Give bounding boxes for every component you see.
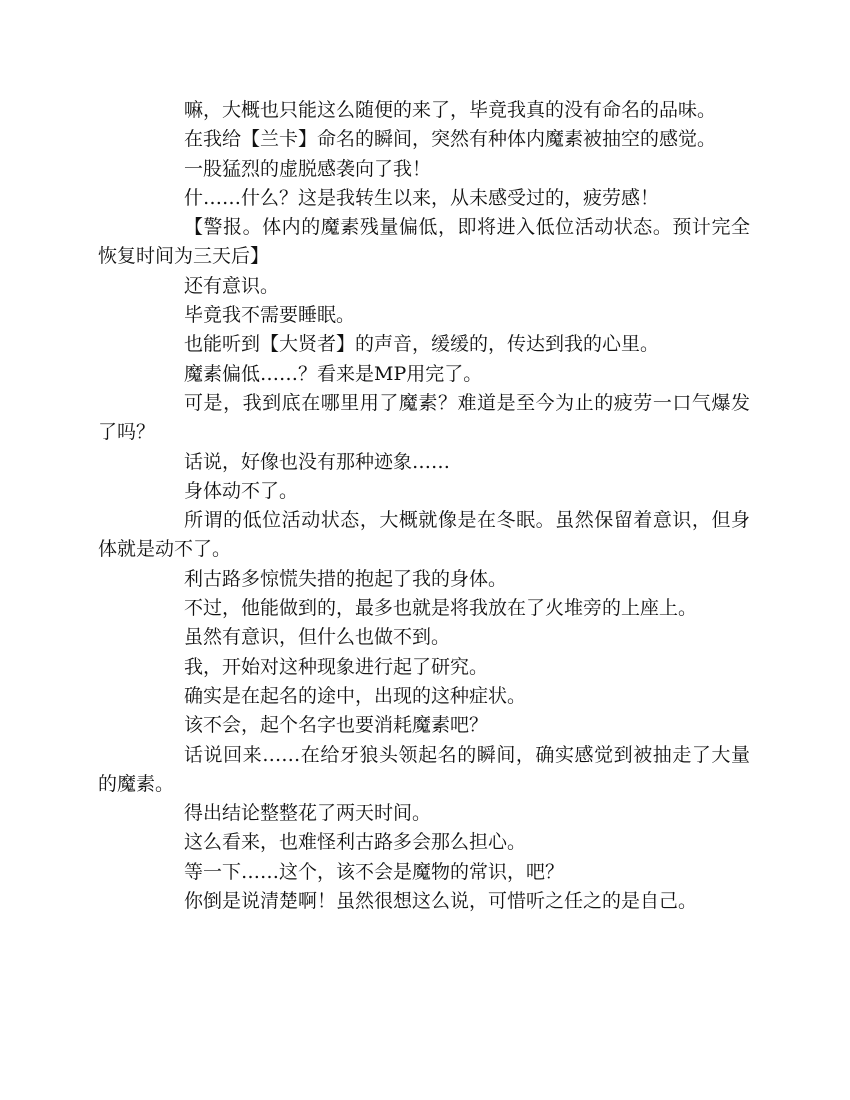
paragraph: 话说回来……在给牙狼头领起名的瞬间，确实感觉到被抽走了大量的魔素。	[98, 743, 750, 795]
paragraph: 在我给【兰卡】命名的瞬间，突然有种体内魔素被抽空的感觉。	[184, 128, 717, 151]
paragraph: 可是，我到底在哪里用了魔素？难道是至今为止的疲劳一口气爆发了吗？	[98, 391, 750, 444]
paragraph: 该不会，起个名字也要消耗魔素吧？	[184, 714, 489, 737]
paragraph: 等一下……这个，该不会是魔物的常识，吧？	[184, 860, 565, 883]
paragraph: 确实是在起名的途中，出现的这种症状。	[184, 684, 527, 707]
paragraph: 一股猛烈的虚脱感袭向了我！	[184, 157, 432, 180]
paragraph: 也能听到【大贤者】的声音，缓缓的，传达到我的心里。	[184, 333, 660, 356]
document-page	[98, 96, 750, 916]
paragraph: 【警报。体内的魔素残量偏低，即将进入低位活动状态。预计完全恢复时间为三天后】	[98, 216, 750, 268]
paragraph: 魔素偏低……？看来是MP用完了。	[184, 362, 483, 385]
paragraph: 嘛，大概也只能这么随便的来了，毕竟我真的没有命名的品味。	[184, 99, 717, 121]
paragraph: 毕竟我不需要睡眠。	[184, 304, 356, 327]
paragraph: 不过，他能做到的，最多也就是将我放在了火堆旁的上座上。	[184, 597, 698, 620]
paragraph: 虽然有意识，但什么也做不到。	[184, 626, 451, 649]
paragraph: 得出结论整整花了两天时间。	[184, 802, 432, 825]
paragraph: 话说，好像也没有那种迹象……	[184, 450, 451, 473]
paragraph: 这么看来，也难怪利古路多会那么担心。	[184, 831, 527, 854]
paragraph: 所谓的低位活动状态，大概就像是在冬眠。虽然保留着意识，但身体就是动不了。	[98, 509, 750, 561]
paragraph: 身体动不了。	[184, 479, 299, 502]
paragraph: 利古路多惊慌失措的抱起了我的身体。	[184, 567, 508, 590]
paragraph: 你倒是说清楚啊！虽然很想这么说，可惜听之任之的是自己。	[184, 890, 698, 913]
paragraph: 还有意识。	[184, 274, 280, 297]
paragraph: 什……什么？这是我转生以来，从未感受过的，疲劳感！	[184, 186, 660, 209]
paragraph: 我，开始对这种现象进行起了研究。	[184, 655, 489, 678]
